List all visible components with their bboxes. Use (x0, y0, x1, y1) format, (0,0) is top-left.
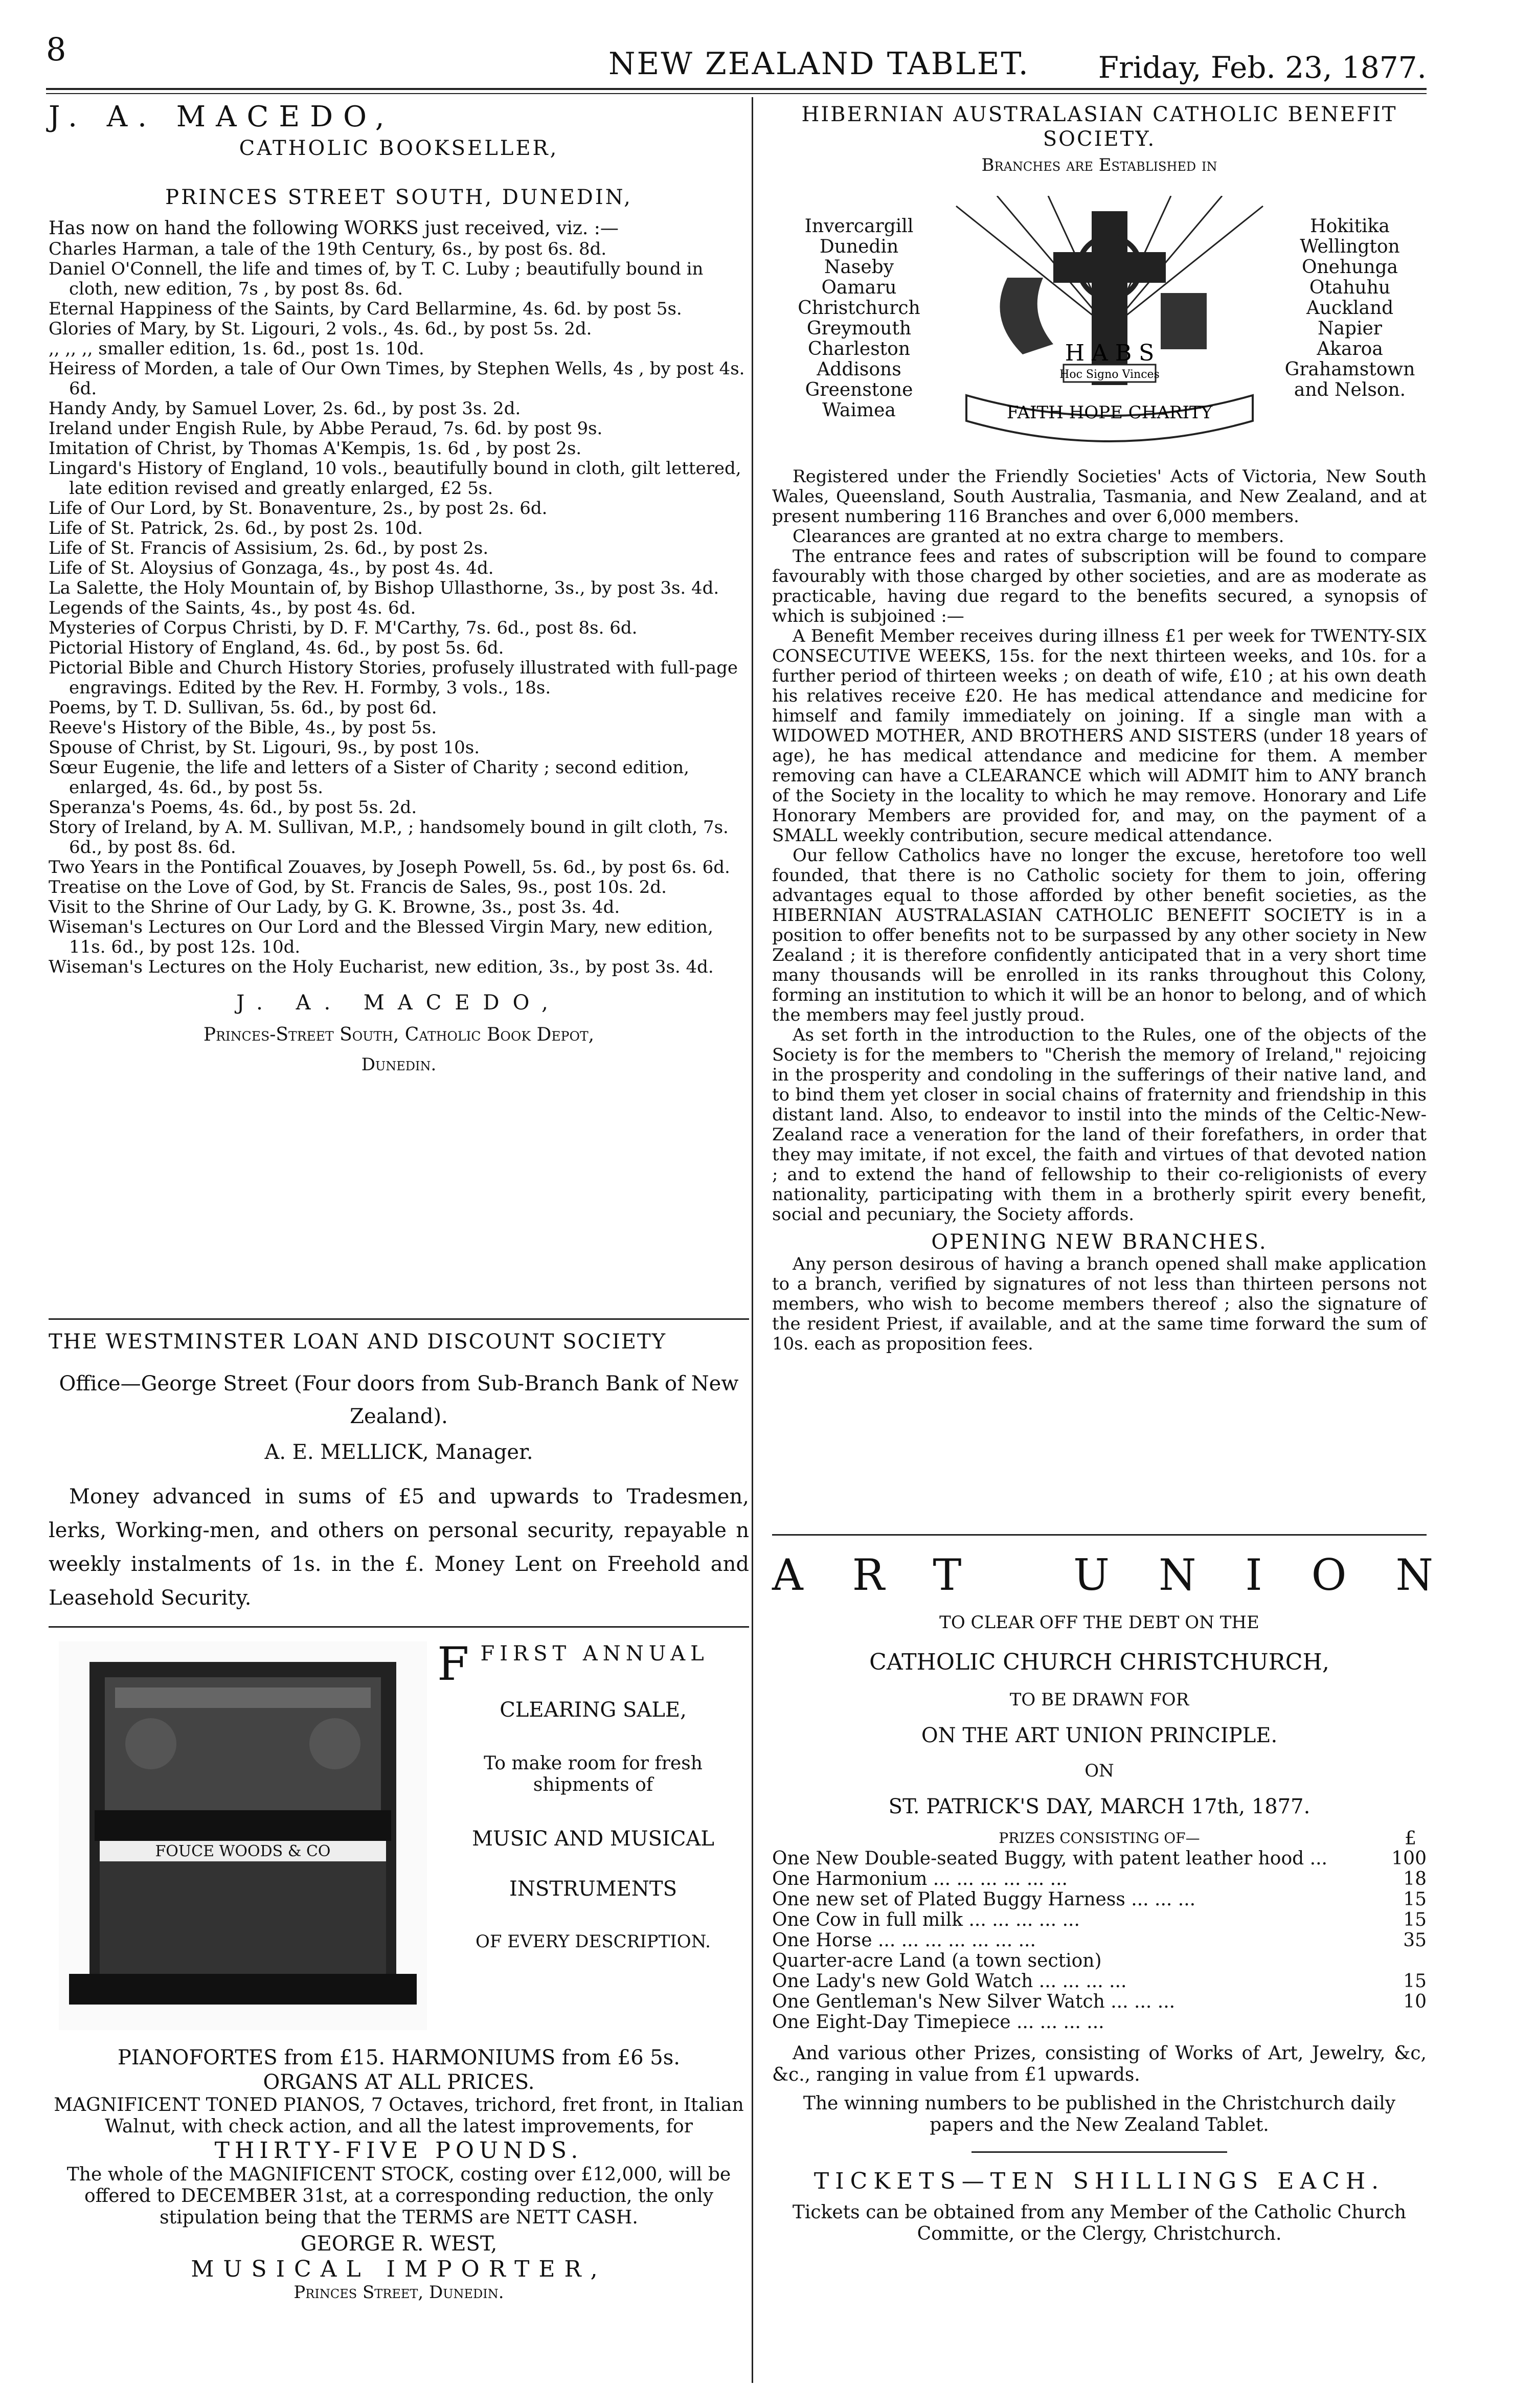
prize-item: One Cow in full milk ... ... ... ... ... (772, 1909, 1080, 1930)
book-entry: Legends of the Saints, 4s., by post 4s. 6d. (49, 598, 416, 618)
west-magnificent: MAGNIFICENT TONED PIANOS, 7 Octaves, trichord, fret front, in Italian Walnut, with check action, and all the latest improvements, for (54, 2095, 744, 2137)
branch-name: Charleston (807, 339, 911, 359)
artunion-winning: The winning numbers to be published in the Christchurch daily papers and the New Zealand Tablet. (803, 2093, 1396, 2135)
macedo-book-list (49, 239, 749, 977)
hibernian-paragraph: The entrance fees and rates of subscription will be found to compare favourably with those charged by other societies, and are as moderate as practicable, having due regard to the benefits secured, a synopsis of which is subjoined :— (772, 546, 1427, 626)
book-entry: Life of St. Francis of Assisium, 2s. 6d., by post 2s. (49, 538, 489, 558)
prize-row (772, 2012, 1427, 2033)
separator (772, 1534, 1427, 1536)
westminster-office: Office—George Street (Four doors from Sub-Branch Bank of New Zealand). (59, 1372, 739, 1428)
short-rule (971, 2151, 1227, 2153)
branch-name: Otahuhu (1309, 277, 1391, 298)
macedo-sign-name: J. A. MACEDO, (236, 991, 561, 1015)
west-sale-title-text: FIRST ANNUAL (480, 1642, 709, 1666)
book-entry: Pictorial Bible and Church History Stories, profusely illustrated with full-page engravings. Edited by the Rev. H. Formby, 3 vols., 18s. (49, 658, 738, 698)
west-every: OF EVERY DESCRIPTION. (476, 1931, 711, 1952)
macedo-intro: Has now on hand the following WORKS just received, viz. :— (49, 218, 619, 239)
prize-item: One new set of Plated Buggy Harness ... ... ... (772, 1889, 1196, 1910)
prize-row (772, 1889, 1427, 1910)
artunion-tickets: TICKETS—TEN SHILLINGS EACH. (814, 2168, 1385, 2194)
prize-row (772, 1849, 1427, 1869)
issue-date: Friday, Feb. 23, 1877. (1098, 50, 1427, 85)
west-pianofortes: PIANOFORTES from £15. HARMONIUMS from £6 5s. (118, 2046, 680, 2069)
column-divider (752, 97, 753, 2383)
artunion-other: And various other Prizes, consisting of Works of Art, Jewelry, &c, &c., ranging in value from £1 upwards. (772, 2043, 1427, 2085)
prize-row (772, 1951, 1427, 1971)
book-entry: Wiseman's Lectures on the Holy Eucharist, new edition, 3s., by post 3s. 4d. (49, 957, 714, 977)
emblem-letters: H A B S (1065, 340, 1155, 366)
artunion-drawn: TO BE DRAWN FOR (1009, 1690, 1189, 1710)
book-entry: Reeve's History of the Bible, 4s., by post 5s. (49, 717, 437, 738)
book-entry: Two Years in the Pontifical Zouaves, by Joseph Powell, 5s. 6d., by post 6s. 6d. (49, 857, 730, 877)
branch-name: Naseby (824, 257, 894, 278)
prize-item: One Eight-Day Timepiece ... ... ... ... (772, 2012, 1104, 2033)
west-address: Princes Street, Dunedin. (293, 2282, 504, 2303)
header-rule-thin (46, 93, 1427, 94)
hibernian-opening (772, 1254, 1427, 1354)
west-instruments: INSTRUMENTS (509, 1877, 677, 1901)
westminster-title: THE WESTMINSTER LOAN AND DISCOUNT SOCIETY (49, 1330, 667, 1354)
west-sale-sub: CLEARING SALE, (500, 1698, 687, 1722)
prize-amount: 18 (1403, 1869, 1427, 1889)
prize-row (772, 1930, 1427, 1951)
branch-name: Akaroa (1317, 339, 1383, 359)
branch-name: Onehunga (1301, 257, 1398, 278)
artunion-ad (772, 1549, 1482, 2245)
organ-caption: FOUCE WOODS & CO (155, 1842, 331, 1860)
artunion-clear: TO CLEAR OFF THE DEBT ON THE (939, 1612, 1259, 1633)
prize-amount: 35 (1403, 1930, 1427, 1951)
dropcap: F (437, 1637, 474, 1691)
west-organs: ORGANS AT ALL PRICES. (263, 2071, 535, 2094)
macedo-name: J. A. MACEDO, (49, 100, 395, 133)
prize-row (772, 1992, 1427, 2012)
prize-item: One Gentleman's New Silver Watch ... ... ... (772, 1991, 1176, 2012)
hibernian-paragraph: Registered under the Friendly Societies' Acts of Victoria, New South Wales, Queensland, South Australia, Tasmania, and New Zealand, and at present numbering 116 Branches and over 6,000 members. (772, 466, 1427, 527)
book-entry: Eternal Happiness of the Saints, by Card Bellarmine, 4s. 6d. by post 5s. (49, 299, 682, 319)
book-entry: Speranza's Poems, 4s. 6d., by post 5s. 2d. (49, 797, 417, 818)
emblem-motto: FAITH HOPE CHARITY (1006, 402, 1213, 423)
organ-image (59, 1641, 427, 2030)
separator (49, 1318, 749, 1320)
prize-item: One New Double-seated Buggy, with patent leather hood ... (772, 1848, 1327, 1869)
prize-row (772, 1869, 1427, 1889)
prize-amount: 15 (1403, 1889, 1427, 1910)
west-price: THIRTY-FIVE POUNDS. (214, 2137, 583, 2164)
west-sale-title (437, 1637, 749, 1691)
hibernian-paragraph: As set forth in the introduction to the Rules, one of the objects of the Society is for the members to "Cherish the memory of Ireland," rejoicing in the prosperity and condoling in the sufferings of their native land, and to bind them yet closer in social chains of fraternity and friendship in this distant land. Also, to endeavor to instil into the minds of the Celtic-New-Zealand race a veneration for the land of their forefathers, in order that they may imitate, if not excel, the faith and virtues of that devoted nation ; and to extend the hand of fellowship to their co-religionists of every nationality, participating with them in a brotherly spirit every benefit, social and pecuniary, the Society affords. (772, 1025, 1427, 1225)
prizes-heading: PRIZES CONSISTING OF— (999, 1830, 1200, 1847)
artunion-principle: ON THE ART UNION PRINCIPLE. (921, 1724, 1278, 1747)
branch-name: Grahamstown (1284, 359, 1415, 380)
book-entry: Daniel O'Connell, the life and times of, by T. C. Luby ; beautifully bound in cloth, new edition, 7s , by post 8s. 6d. (49, 259, 704, 299)
westminster-body: Money advanced in sums of £5 and upwards to Tradesmen, lerks, Working-men, and others on personal security, repayable n weekly instalments of 1s. in the £. Money Lent on Freehold and Leasehold Security. (49, 1485, 749, 1610)
macedo-address: PRINCES STREET SOUTH, DUNEDIN, (165, 186, 632, 209)
book-entry: Glories of Mary, by St. Ligouri, 2 vols., 4s. 6d., by post 5s. 2d. (49, 319, 592, 339)
prize-amount (1370, 2012, 1427, 2033)
book-entry: Mysteries of Corpus Christi, by D. F. M'Carthy, 7s. 6d., post 8s. 6d. (49, 618, 638, 638)
prize-item: One Lady's new Gold Watch ... ... ... ... (772, 1971, 1127, 1992)
book-entry: Spouse of Christ, by St. Ligouri, 9s., by post 10s. (49, 737, 480, 758)
branches-left (782, 216, 936, 421)
west-sale (437, 1637, 749, 1952)
westminster-manager: A. E. MELLICK, Manager. (264, 1441, 533, 1464)
prizes-head-row (772, 1828, 1427, 1849)
branch-name: Christchurch (798, 298, 920, 319)
book-entry: Charles Harman, a tale of the 19th Century, 6s., by post 6s. 8d. (49, 239, 607, 259)
header-rule (46, 88, 1427, 90)
separator (49, 1626, 749, 1628)
book-entry: La Salette, the Holy Mountain of, by Bishop Ullasthorne, 3s., by post 3s. 4d. (49, 578, 719, 598)
book-entry: Poems, by T. D. Sullivan, 5s. 6d., by post 6d. (49, 697, 437, 718)
book-entry: Life of St. Aloysius of Gonzaga, 4s., by post 4s. 4d. (49, 558, 494, 578)
book-entry: Imitation of Christ, by Thomas A'Kempis, 1s. 6d , by post 2s. (49, 438, 582, 459)
book-entry: Lingard's History of England, 10 vols., beautifully bound in cloth, gilt lettered, late edition revised and greatly enlarged, £2 5s. (49, 458, 741, 499)
prize-amount: 15 (1403, 1909, 1427, 1930)
macedo-sign-city: Dunedin. (361, 1054, 437, 1075)
book-entry: Ireland under Engish Rule, by Abbe Peraud, 7s. 6d. by post 9s. (49, 418, 603, 439)
west-room: To make room for fresh shipments of (484, 1753, 703, 1795)
prize-row (772, 1910, 1427, 1930)
artunion-obtain: Tickets can be obtained from any Member of the Catholic Church Committe, or the Clergy, Christchurch. (792, 2202, 1407, 2244)
hibernian-paragraph: A Benefit Member receives during illness £1 per week for TWENTY-SIX CONSECUTIVE WEEKS, 15s. for the next thirteen weeks, and 10s. for a further period of thirteen weeks ; on death of wife, £10 ; at his own death his relatives receive £20. He has medical attendance and medicine for himself and family immediately on joining. If a single man with a WIDOWED MOTHER, AND BROTHERS AND SISTERS (under 18 years of age), he has medical attendance and medicine for them. A member removing can have a CLEARANCE which will ADMIT him to ANY branch of the Society in the locality to which he may remove. Honorary and Life Honorary Members are provided for, and may, on the payment of a SMALL weekly contribution, secure medical attendance. (772, 626, 1427, 846)
hibernian-paragraph: Clearances are granted at no extra charge to members. (793, 526, 1284, 547)
hibernian-opening-text: Any person desirous of having a branch opened shall make application to a branch, verified by signatures of not less than thirteen persons not members, who wish to become members thereof ; also the signature of the resident Priest, if available, and at the same time forward the sum of 10s. each as proposition fees. (772, 1254, 1427, 1354)
artunion-day: ST. PATRICK'S DAY, MARCH 17th, 1877. (888, 1795, 1310, 1818)
book-entry: Heiress of Morden, a tale of Our Own Times, by Stephen Wells, 4s , by post 4s. 6d. (49, 358, 745, 399)
branch-name: Auckland (1306, 298, 1394, 319)
organ-illustration (59, 1641, 427, 2030)
hibernian-branches-heading: Branches are Established in (981, 155, 1217, 175)
book-entry: Wiseman's Lectures on Our Lord and the Blessed Virgin Mary, new edition, 11s. 6d., by post 12s. 10d. (49, 917, 713, 957)
currency-symbol: £ (1405, 1828, 1416, 1849)
macedo-ad (49, 102, 749, 1075)
branch-name: Greenstone (805, 379, 913, 400)
branch-name: Greymouth (806, 318, 912, 339)
prize-amount: 10 (1403, 1991, 1427, 2012)
branch-name: Addisons (817, 359, 901, 380)
book-entry: Story of Ireland, by A. M. Sullivan, M.P., ; handsomely bound in gilt cloth, 7s. 6d., by post 8s. 6d. (49, 817, 729, 858)
prize-item: One Horse ... ... ... ... ... ... ... (772, 1930, 1036, 1951)
book-entry: Life of Our Lord, by St. Bonaventure, 2s., by post 2s. 6d. (49, 498, 548, 519)
west-details (49, 2045, 749, 2303)
artunion-on: ON (1084, 1761, 1114, 1781)
prize-amount (1370, 1951, 1427, 1971)
west-stock: The whole of the MAGNIFICENT STOCK, costing over £12,000, will be offered to DECEMBER 31st, at a corresponding reduction, the only stipulation being that the TERMS are NETT CASH. (66, 2164, 731, 2228)
book-entry: Life of St. Patrick, 2s. 6d., by post 2s. 10d. (49, 518, 423, 538)
hibernian-opening-heading: OPENING NEW BRANCHES. (931, 1230, 1268, 1254)
prize-item: One Harmonium ... ... ... ... ... ... (772, 1869, 1068, 1889)
page-header (46, 31, 1427, 87)
hibernian-paragraph: Our fellow Catholics have no longer the excuse, heretofore too well founded, that there is no Catholic society for them to join, offering advantages equal to those afforded by other benefit societies, as the HIBERNIAN AUSTRALASIAN CATHOLIC BENEFIT SOCIETY is in a position to offer benefits not to be surpassed by any other society in New Zealand ; it is therefore confidently anticipated that in a very short time many thousands will be enrolled in its ranks throughout this Colony, forming an institution to which it will be an honor to belong, and of which the members may feel justly proud. (772, 845, 1427, 1025)
west-music: MUSIC AND MUSICAL (472, 1827, 714, 1851)
masthead: NEW ZEALAND TABLET. (608, 46, 1030, 82)
book-entry: Visit to the Shrine of Our Lady, by G. K. Browne, 3s., post 3s. 4d. (49, 897, 620, 917)
hibernian-ad (772, 102, 1427, 1354)
page-number: 8 (46, 31, 66, 68)
branch-name: Invercargill (804, 216, 914, 237)
book-entry: ,, ,, ,, smaller edition, 1s. 6d., post 1s. 10d. (49, 339, 424, 359)
branch-name: Dunedin (819, 236, 899, 257)
macedo-trade: CATHOLIC BOOKSELLER, (239, 137, 559, 160)
branch-name: Hokitika (1310, 216, 1390, 237)
branch-name: Waimea (822, 400, 896, 421)
branch-name: Napier (1317, 318, 1383, 339)
macedo-sign-address: Princes-Street South, Catholic Book Depot, (203, 1024, 595, 1045)
prizes-table (772, 1849, 1427, 2033)
prize-item: Quarter-acre Land (a town section) (772, 1950, 1102, 1971)
prize-amount: 100 (1391, 1848, 1427, 1869)
west-name: GEORGE R. WEST, (300, 2232, 498, 2256)
hibernian-emblem-block (772, 196, 1427, 467)
prize-row (772, 1971, 1427, 1992)
westminster-ad (49, 1330, 749, 1615)
prize-amount: 15 (1403, 1971, 1427, 1992)
west-title2: MUSICAL IMPORTER, (191, 2256, 607, 2282)
book-entry: Treatise on the Love of God, by St. Francis de Sales, 9s., post 10s. 2d. (49, 877, 667, 897)
hibernian-emblem (946, 196, 1273, 462)
hibernian-title: HIBERNIAN AUSTRALASIAN CATHOLIC BENEFIT SOCIETY. (801, 103, 1397, 151)
hibernian-paragraphs (772, 467, 1427, 1225)
emblem-banner: Hoc Signo Vinces (1059, 368, 1160, 381)
branch-name: Oamaru (821, 277, 897, 298)
branch-name: Wellington (1300, 236, 1400, 257)
branch-name: and Nelson. (1294, 379, 1406, 400)
book-entry: Pictorial History of England, 4s. 6d., by post 5s. 6d. (49, 638, 504, 658)
artunion-title: ART UNION (772, 1550, 1482, 1600)
book-entry: Sœur Eugenie, the life and letters of a Sister of Charity ; second edition, enlarged, 4s. 6d., by post 5s. (49, 757, 689, 798)
artunion-church: CATHOLIC CHURCH CHRISTCHURCH, (869, 1649, 1329, 1675)
branches-right (1273, 216, 1427, 400)
book-entry: Handy Andy, by Samuel Lover, 2s. 6d., by post 3s. 2d. (49, 398, 521, 419)
